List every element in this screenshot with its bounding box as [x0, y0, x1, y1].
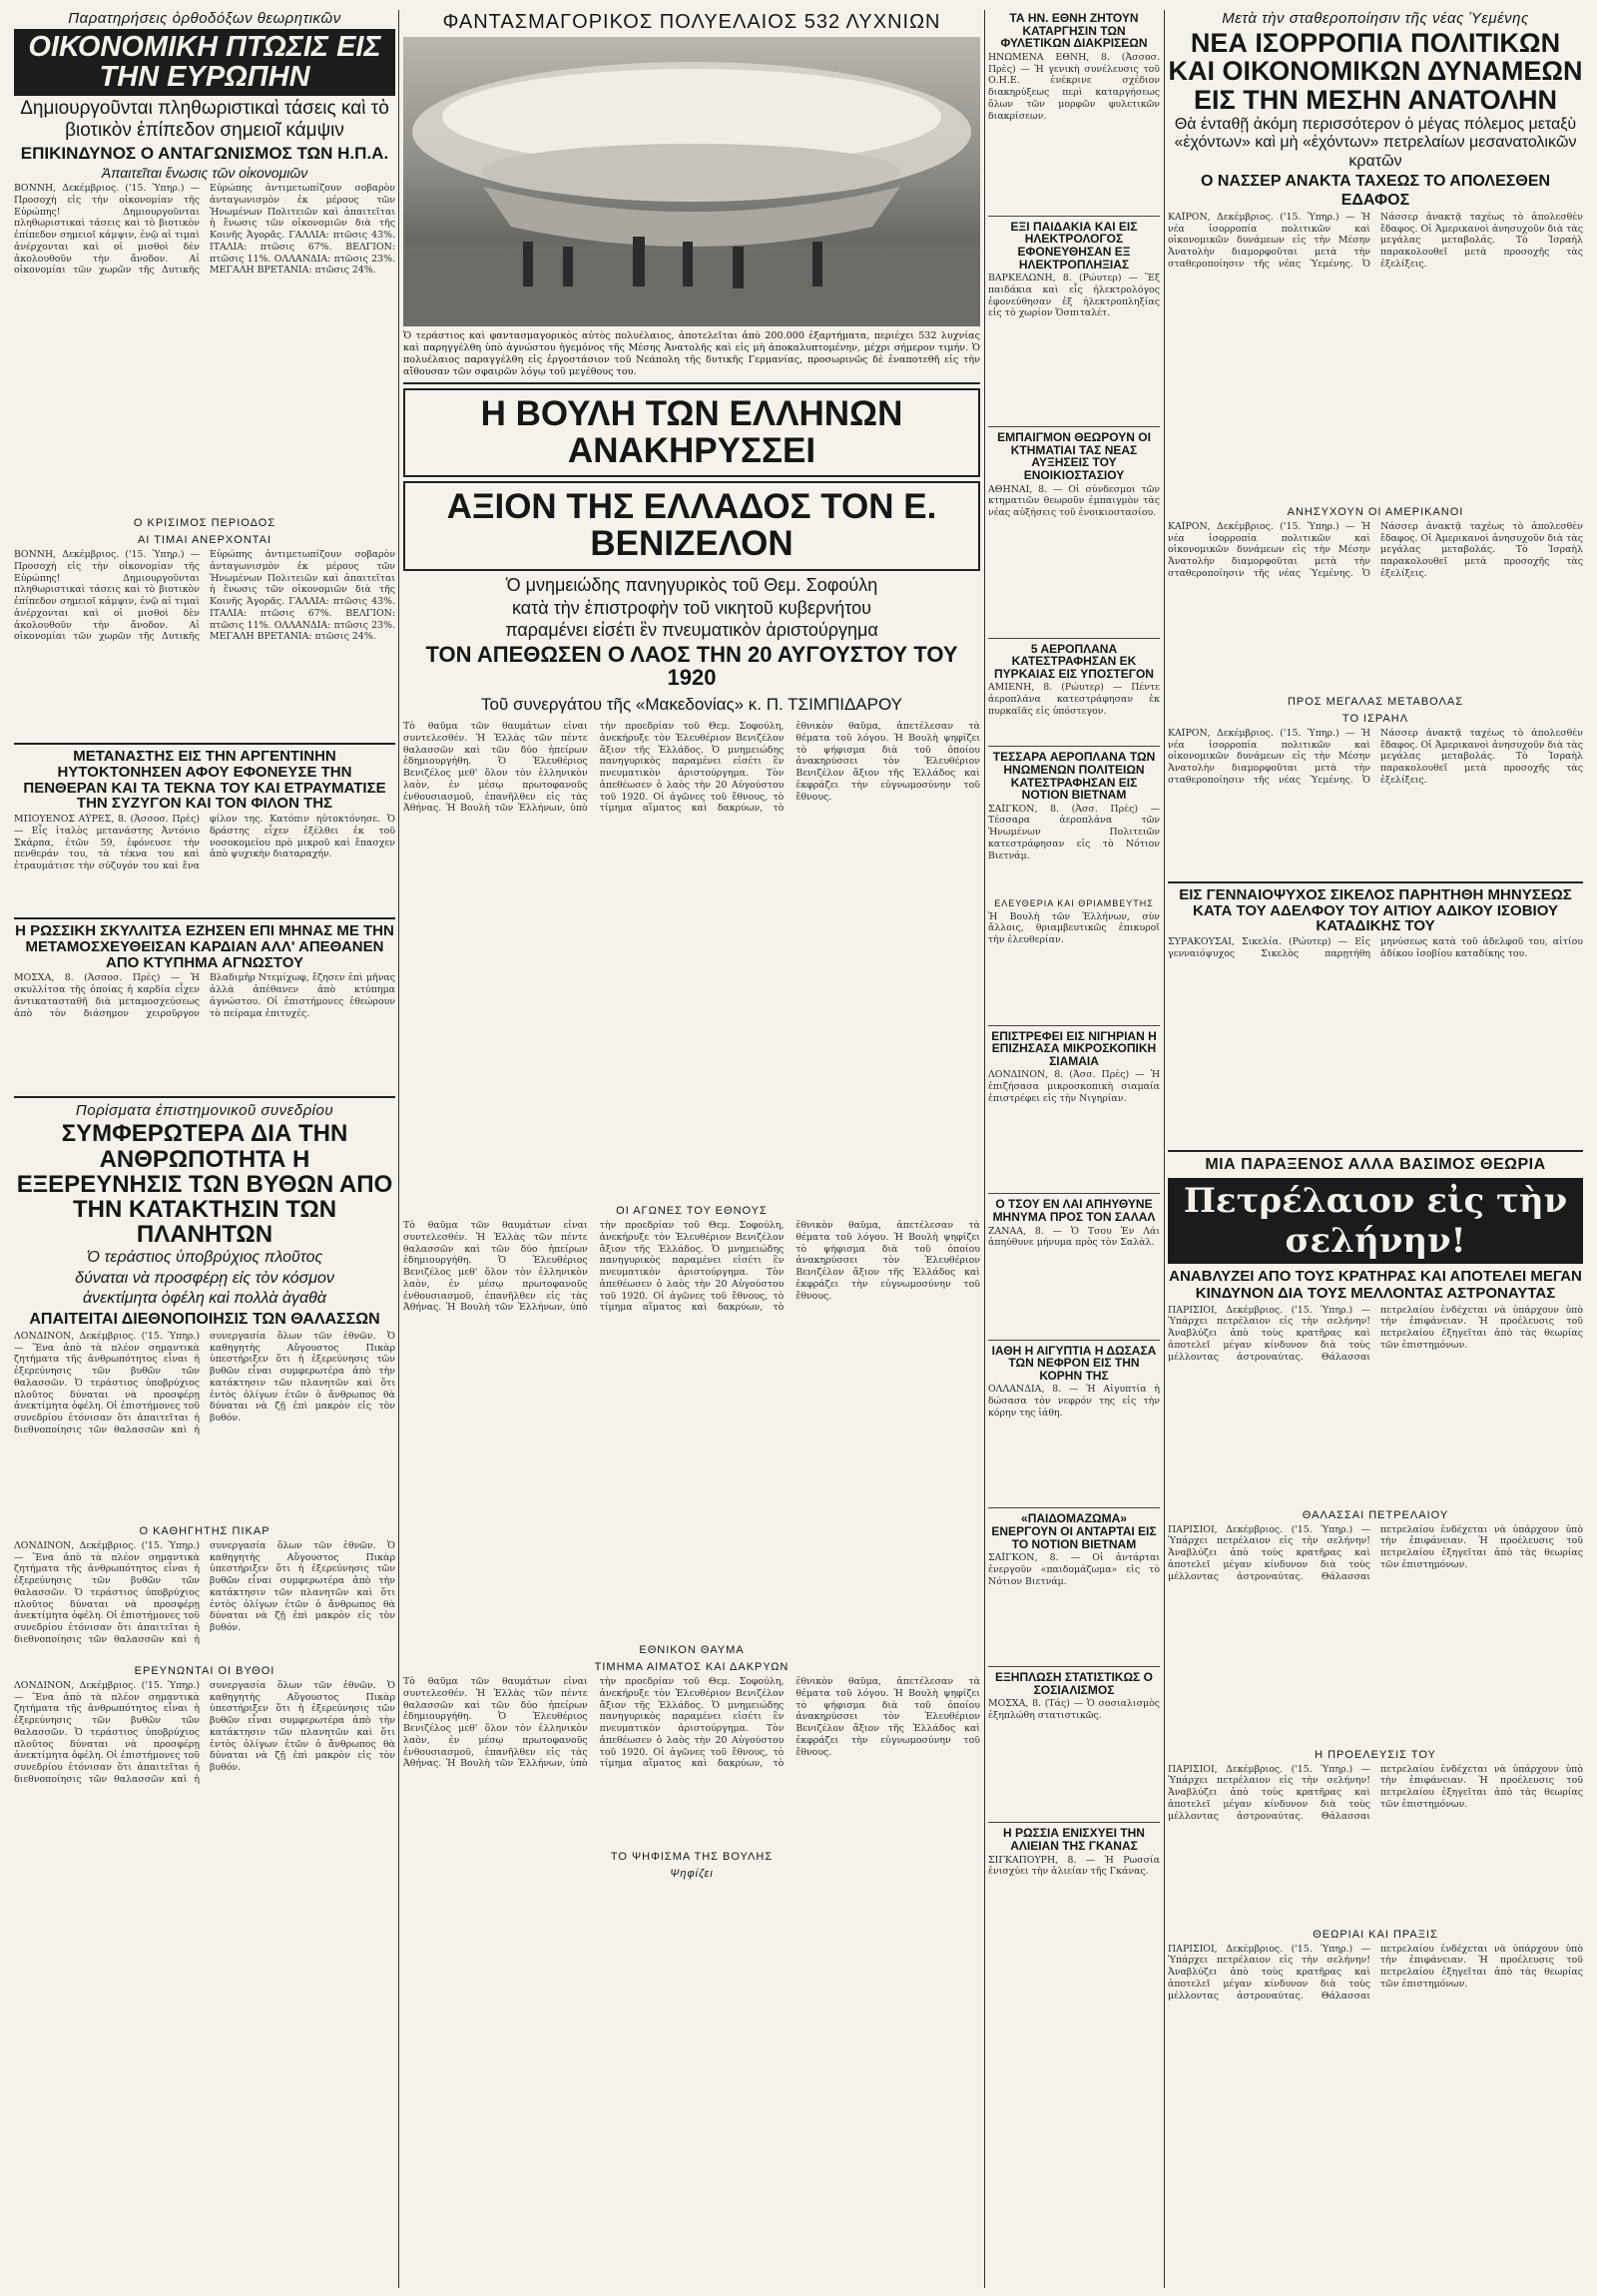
divider: [988, 216, 1160, 217]
divider: [988, 1507, 1160, 1508]
subheading: ΕΘΝΙΚΟΝ ΘΑΥΜΑ: [639, 1644, 745, 1657]
brief-body: ΜΟΣΧΑ, 8. (Τάς) — Ὁ σοσιαλισμὸς ἐξηπλώθη στατιστικῶς.: [988, 1698, 1160, 1722]
headline-economy: ΟΙΚΟΝΟΜΙΚΗ ΠΤΩΣΙΣ ΕΙΣ ΤΗΝ ΕΥΡΩΠΗΝ: [14, 29, 395, 96]
headline-sicily: ΕΙΣ ΓΕΝΝΑΙΟΨΥΧΟΣ ΣΙΚΕΛΟΣ ΠΑΡΗΤΗΘΗ ΜΗΝΥΣΕΩΣ ΚΑΤΑ ΤΟΥ ΑΔΕΛΦΟΥ ΤΟΥ ΑΙΤΙΟΥ ΑΔΙΚΟΥ ΙΣΟΒΙΟΥ ΚΑΤΑΔΙΚΗΣ ΤΟΥ: [1179, 885, 1572, 935]
article-body: ΒΟΝΝΗ, Δεκέμβριος. ('15. Ὑπηρ.) — Προσοχὴ εἰς τὴν οἰκονομίαν τῆς Εὐρώπης! Δημιουργοῦνται πληθωριστικαὶ τάσεις καὶ τὸ βιοτικὸν ἐπίπεδον σημειοῖ κάμψιν, ἐνῷ αἱ τιμαὶ ἀνέρχονται καὶ οἱ μισθοὶ δὲν ἀκολουθοῦν τὴν ἄνοδον. Αἱ οἰκονομίαι τῶν χωρῶν τῆς Δυτικῆς Εὐρώπης ἀντιμετωπίζουν σοβαρὸν ἀνταγωνισμὸν ἐκ μέρους τῶν Ἡνωμένων Πολιτειῶν καὶ ἀπαιτεῖται ἡ ἕνωσις τῶν οἰκονομιῶν διὰ τῆς Κοινῆς Ἀγορᾶς. ΓΑΛΛΙΑ: πτῶσις 43%. ΙΤΑΛΙΑ: πτῶσις 67%. ΒΕΛΓΙΟΝ: πτῶσις 11%. ΟΛΛΑΝΔΙΑ: πτῶσις 23%. ΜΕΓΑΛΗ ΒΡΕΤΑΝΙΑ: πτῶσις 24%.: [14, 549, 395, 643]
brief-headline: ΕΜΠΑΙΓΜΟΝ ΘΕΩΡΟΥΝ ΟΙ ΚΤΗΜΑΤΙΑΙ ΤΑΣ ΝΕΑΣ ΑΥΞΗΣΕΙΣ ΤΟΥ ΕΝΟΙΚΙΟΣΤΑΣΙΟΥ: [997, 430, 1151, 482]
chandelier-illustration: [403, 37, 980, 326]
article-body: ΛΟΝΔΙΝΟΝ, Δεκέμβριος. ('15. Ὑπηρ.) — Ἕνα ἀπὸ τὰ πλέον σημαντικὰ ζητήματα τῆς ἀνθρωπότητος εἶναι ἡ ἐξερεύνησις τῶν βυθῶν τῶν θαλασσῶν. Ὁ τεράστιος ὑποβρύχιος πλοῦτος δύναται νὰ προσφέρῃ ἀνεκτίμητα ὀφέλη. Οἱ ἐπιστήμονες τοῦ συνεδρίου ἐτόνισαν ὅτι ἀπαιτεῖται ἡ διεθνοποίησις τῶν θαλασσῶν καὶ ἡ συνεργασία ὅλων τῶν ἐθνῶν. Ὁ καθηγητὴς Αὔγουστος Πικὰρ ὑπεστήριξεν ὅτι ἡ ἐξερεύνησις τῶν βυθῶν εἶναι συμφερωτέρα ἀπὸ τὴν κατάκτησιν τῶν πλανητῶν καὶ ὅτι ἐντὸς ὀλίγων ἐτῶν ὁ ἄνθρωπος θὰ δύναται νὰ ζῇ ἐπὶ μακρὸν εἰς τὸν βυθόν.: [14, 1679, 395, 1785]
subheading: ΤΟ ΙΣΡΑΗΛ: [1341, 712, 1409, 725]
brief-body: Ἡ Βουλὴ τῶν Ἑλλήνων, σὺν ἄλλοις, θριαμβευτικῶς ἐπικυροῖ τὴν ἐλευθερίαν.: [988, 910, 1160, 946]
brief-body: ΗΝΩΜΕΝΑ ΕΘΝΗ, 8. (Ἀσσοσ. Πρὲς) — Ἡ γενικὴ συνέλευσις τοῦ Ο.Η.Ε. ἐνέκρινε σχέδιον διακηρύξεως περὶ καταργήσεως ὅλων τῶν μορφῶν φυλετικῶν διακρίσεων.: [988, 51, 1160, 122]
divider: [988, 638, 1160, 639]
article-body: ΠΑΡΙΣΙΟΙ, Δεκέμβριος. ('15. Ὑπηρ.) — Ὑπάρχει πετρέλαιον εἰς τὴν σελήνην! Ἀναβλύζει ἀπὸ τοὺς κρατῆρας καὶ ἀποτελεῖ μέγαν κίνδυνον διὰ τοὺς μέλλοντας ἀστροναύτας. Θάλασσαι πετρελαίου ἐνδέχεται νὰ ὑπάρχουν ὑπὸ τὴν ἐπιφάνειαν. Ἡ προέλευσις τοῦ πετρελαίου ἐξηγεῖται ἀπὸ τὰς θεωρίας τῶν ἐπιστημόνων.: [1168, 1763, 1583, 1822]
deck: Ὁ μνημειώδης πανηγυρικὸς τοῦ Θεμ. Σοφούλη: [505, 574, 878, 595]
divider: [14, 1096, 395, 1098]
article-body: Τὸ θαῦμα τῶν θαυμάτων εἶναι συντελεσθέν. Ἡ Ἑλλὰς τῶν πέντε θαλασσῶν καὶ τῶν δύο ἠπείρων ἐδημιουργήθη. Ὁ Ἐλευθέριος Βενιζέλος μεθ' ὅλον τὸν ἑλληνικὸν λαὸν, ἐν μέσῳ πρωτοφανοῦς ἐνθουσιασμοῦ, ἐπανῆλθεν εἰς τὰς Ἀθήνας. Ἡ Βουλὴ τῶν Ἑλλήνων, ὑπὸ τὴν προεδρίαν τοῦ Θεμ. Σοφούλη, ἀνεκήρυξε τὸν Ἐλευθέριον Βενιζέλον ἄξιον τῆς Ἑλλάδος. Ὁ μνημειώδης πανηγυρικὸς παραμένει εἰσέτι ἓν πνευματικὸν ἀριστούργημα. Τὸν ἀπεθέωσεν ὁ λαὸς τὴν 20 Αὐγούστου τοῦ 1920. Οἱ ἀγῶνες τοῦ ἔθνους, τὸ τίμημα αἵματος καὶ δακρύων, τὸ ἐθνικὸν θαῦμα, ἀπετέλεσαν τὰ θέματα τοῦ λόγου. Ἡ Βουλὴ ψηφίζει τὸ ψήφισμα διὰ τοῦ ὁποίου ἀνακηρύσσει τὸν Ἐλευθέριον Βενιζέλον ἄξιον τῆς Ἑλλάδος καὶ ἐκφράζει τὴν εὐγνωμοσύνην τοῦ ἔθνους.: [403, 1676, 980, 1770]
deck: ΕΠΙΚΙΝΔΥΝΟΣ Ο ΑΝΤΑΓΩΝΙΣΜΟΣ ΤΩΝ Η.Π.Α.: [20, 143, 389, 163]
main-headline-box: [403, 388, 980, 478]
brief-headline: Η ΡΩΣΣΙΑ ΕΝΙΣΧΥΕΙ ΤΗΝ ΑΛΙΕΙΑΝ ΤΗΣ ΓΚΑΝΑΣ: [1003, 1826, 1145, 1853]
subheading: ΑΝΗΣΥΧΟΥΝ ΟΙ ΑΜΕΡΙΚΑΝΟΙ: [1287, 505, 1464, 518]
divider: [988, 746, 1160, 747]
divider: [1168, 881, 1583, 883]
article-body: Τὸ θαῦμα τῶν θαυμάτων εἶναι συντελεσθέν. Ἡ Ἑλλὰς τῶν πέντε θαλασσῶν καὶ τῶν δύο ἠπείρων ἐδημιουργήθη. Ὁ Ἐλευθέριος Βενιζέλος μεθ' ὅλον τὸν ἑλληνικὸν λαὸν, ἐν μέσῳ πρωτοφανοῦς ἐνθουσιασμοῦ, ἐπανῆλθεν εἰς τὰς Ἀθήνας. Ἡ Βουλὴ τῶν Ἑλλήνων, ὑπὸ τὴν προεδρίαν τοῦ Θεμ. Σοφούλη, ἀνεκήρυξε τὸν Ἐλευθέριον Βενιζέλον ἄξιον τῆς Ἑλλάδος. Ὁ μνημειώδης πανηγυρικὸς παραμένει εἰσέτι ἓν πνευματικὸν ἀριστούργημα. Τὸν ἀπεθέωσεν ὁ λαὸς τὴν 20 Αὐγούστου τοῦ 1920. Οἱ ἀγῶνες τοῦ ἔθνους, τὸ τίμημα αἵματος καὶ δακρύων, τὸ ἐθνικὸν θαῦμα, ἀπετέλεσαν τὰ θέματα τοῦ λόγου. Ἡ Βουλὴ ψηφίζει τὸ ψήφισμα διὰ τοῦ ὁποίου ἀνακηρύσσει τὸν Ἐλευθέριον Βενιζέλον ἄξιον τῆς Ἑλλάδος καὶ ἐκφράζει τὴν εὐγνωμοσύνην τοῦ ἔθνους.: [403, 1220, 980, 1314]
column-middle-east: [1168, 10, 1583, 2288]
subheading: Ψηφίζει: [670, 1868, 714, 1881]
brief-body: ΣΑΪΓΚΟΝ, 8. (Ἀσσ. Πρὲς) — Τέσσαρα ἀεροπλάνα τῶν Ἡνωμένων Πολιτειῶν κατεστράφησαν εἰς τὸ Νότιον Βιετνάμ.: [988, 803, 1160, 861]
article-body: ΒΟΝΝΗ, Δεκέμβριος. ('15. Ὑπηρ.) — Προσοχὴ εἰς τὴν οἰκονομίαν τῆς Εὐρώπης! Δημιουργοῦνται πληθωριστικαὶ τάσεις καὶ τὸ βιοτικὸν ἐπίπεδον σημειοῖ κάμψιν, ἐνῷ αἱ τιμαὶ ἀνέρχονται καὶ οἱ μισθοὶ δὲν ἀκολουθοῦν τὴν ἄνοδον. Αἱ οἰκονομίαι τῶν χωρῶν τῆς Δυτικῆς Εὐρώπης ἀντιμετωπίζουν σοβαρὸν ἀνταγωνισμὸν ἐκ μέρους τῶν Ἡνωμένων Πολιτειῶν καὶ ἀπαιτεῖται ἡ ἕνωσις τῶν οἰκονομιῶν διὰ τῆς Κοινῆς Ἀγορᾶς. ΓΑΛΛΙΑ: πτῶσις 43%. ΙΤΑΛΙΑ: πτῶσις 67%. ΒΕΛΓΙΟΝ: πτῶσις 11%. ΟΛΛΑΝΔΙΑ: πτῶσις 23%. ΜΕΓΑΛΗ ΒΡΕΤΑΝΙΑ: πτῶσις 24%.: [14, 183, 395, 277]
deck: Ο ΝΑΣΣΕΡ ΑΝΑΚΤΑ ΤΑΧΕΩΣ ΤΟ ΑΠΟΛΕΣΘΕΝ ΕΔΑΦΟΣ: [1200, 173, 1551, 209]
subheading: Η ΠΡΟΕΛΕΥΣΙΣ ΤΟΥ: [1315, 1748, 1436, 1761]
divider: [988, 1193, 1160, 1194]
article-body: ΠΑΡΙΣΙΟΙ, Δεκέμβριος. ('15. Ὑπηρ.) — Ὑπάρχει πετρέλαιον εἰς τὴν σελήνην! Ἀναβλύζει ἀπὸ τοὺς κρατῆρας καὶ ἀποτελεῖ μέγαν κίνδυνον διὰ τοὺς μέλλοντας ἀστροναύτας. Θάλασσαι πετρελαίου ἐνδέχεται νὰ ὑπάρχουν ὑπὸ τὴν ἐπιφάνειαν. Ἡ προέλευσις τοῦ πετρελαίου ἐξηγεῖται ἀπὸ τὰς θεωρίας τῶν ἐπιστημόνων.: [1168, 1523, 1583, 1582]
article-body: Τὸ θαῦμα τῶν θαυμάτων εἶναι συντελεσθέν. Ἡ Ἑλλὰς τῶν πέντε θαλασσῶν καὶ τῶν δύο ἠπείρων ἐδημιουργήθη. Ὁ Ἐλευθέριος Βενιζέλος μεθ' ὅλον τὸν ἑλληνικὸν λαὸν, ἐν μέσῳ πρωτοφανοῦς ἐνθουσιασμοῦ, ἐπανῆλθεν εἰς τὰς Ἀθήνας. Ἡ Βουλὴ τῶν Ἑλλήνων, ὑπὸ τὴν προεδρίαν τοῦ Θεμ. Σοφούλη, ἀνεκήρυξε τὸν Ἐλευθέριον Βενιζέλον ἄξιον τῆς Ἑλλάδος. Ὁ μνημειώδης πανηγυρικὸς παραμένει εἰσέτι ἓν πνευματικὸν ἀριστούργημα. Τὸν ἀπεθέωσεν ὁ λαὸς τὴν 20 Αὐγούστου τοῦ 1920. Οἱ ἀγῶνες τοῦ ἔθνους, τὸ τίμημα αἵματος καὶ δακρύων, τὸ ἐθνικὸν θαῦμα, ἀπετέλεσαν τὰ θέματα τοῦ λόγου. Ἡ Βουλὴ ψηφίζει τὸ ψήφισμα διὰ τοῦ ὁποίου ἀνακηρύσσει τὸν Ἐλευθέριον Βενιζέλον ἄξιον τῆς Ἑλλάδος καὶ ἐκφράζει τὴν εὐγνωμοσύνην τοῦ ἔθνους.: [403, 721, 980, 815]
brief-headline: 5 ΑΕΡΟΠΛΑΝΑ ΚΑΤΕΣΤΡΑΦΗΣΑΝ ΕΚ ΠΥΡΚΑΙΑΣ ΕΙΣ ΥΠΟΣΤΕΓΟΝ: [994, 641, 1154, 681]
byline: Τοῦ συνεργάτου τῆς «Μακεδονίας» κ. Π. ΤΣΙΜΠΙΔΑΡΟΥ: [481, 695, 902, 715]
article-body: ΜΠΟΥΕΝΟΣ ΑΫΡΕΣ, 8. (Ἀσσοσ. Πρὲς) — Εἷς ἰταλὸς μετανάστης Ἀντόνιο Σκάρπα, ἐτῶν 59, ἐφόνευσε τὴν πενθεράν του, τὰ τέκνα του καὶ ἐτραυμάτισε τὴν σύζυγόν του καὶ ἕνα φίλον της. Κατόπιν ηὐτοκτόνησε. Ὁ δράστης εἶχεν ἐξέλθει ἐκ τοῦ νοσοκομείου πρὸ μικροῦ καὶ ἔπασχεν ἀπὸ ψυχικὴν διαταραχήν.: [14, 814, 395, 872]
brief-body: ΖΑΝΑΑ, 8. — Ὁ Τσου Ἐν Λάι ἀπηύθυνε μήνυμα πρὸς τὸν Σαλὰλ.: [988, 1225, 1160, 1249]
article-body: ΠΑΡΙΣΙΟΙ, Δεκέμβριος. ('15. Ὑπηρ.) — Ὑπάρχει πετρέλαιον εἰς τὴν σελήνην! Ἀναβλύζει ἀπὸ τοὺς κρατῆρας καὶ ἀποτελεῖ μέγαν κίνδυνον διὰ τοὺς μέλλοντας ἀστροναύτας. Θάλασσαι πετρελαίου ἐνδέχεται νὰ ὑπάρχουν ὑπὸ τὴν ἐπιφάνειαν. Ἡ προέλευσις τοῦ πετρελαίου ἐξηγεῖται ἀπὸ τὰς θεωρίας τῶν ἐπιστημόνων.: [1168, 1943, 1583, 2002]
brief-body: ΣΑΪΓΚΟΝ, 8. — Οἱ ἀντάρται ἐνεργοῦν «παιδομάζωμα» εἰς τὸ Νότιον Βιετνάμ.: [988, 1552, 1160, 1587]
divider: [988, 426, 1160, 427]
divider: [1168, 1150, 1583, 1152]
deck: ΑΝΑΒΛΥΖΕΙ ΑΠΟ ΤΟΥΣ ΚΡΑΤΗΡΑΣ ΚΑΙ ΑΠΟΤΕΛΕΙ ΜΕΓΑΝ ΚΙΝΔΥΝΟΝ ΔΙΑ ΤΟΥΣ ΜΕΛΛΟΝΤΑΣ ΑΣΤΡΟΝΑΥΤΑΣ: [1169, 1268, 1582, 1303]
divider: [988, 1822, 1160, 1823]
kicker: Μετὰ τὴν σταθεροποίησιν τῆς νέας Ὑεμένης: [1222, 10, 1529, 27]
subheading: ΕΡΕΥΝΩΝΤΑΙ ΟΙ ΒΥΘΟΙ: [134, 1664, 275, 1677]
subheading: ΑΙ ΤΙΜΑΙ ΑΝΕΡΧΟΝΤΑΙ: [137, 534, 272, 547]
article-body: ΚΑΪΡΟΝ, Δεκέμβριος. ('15. Ὑπηρ.) — Ἡ νέα ἰσορροπία πολιτικῶν καὶ οἰκονομικῶν δυνάμεων εἰς τὴν Μέσην Ἀνατολὴν διαμορφοῦται μετὰ τὴν σταθεροποίησιν τῆς νέας Ὑεμένης. Ὁ Νάσσερ ἀνακτᾷ ταχέως τὸ ἀπολεσθὲν ἔδαφος. Οἱ Ἀμερικανοὶ ἀνησυχοῦν διὰ τὰς μεγάλας μεταβολάς. Τὸ Ἰσραὴλ παρακολουθεῖ μετὰ προσοχῆς τὰς ἐξελίξεις.: [1168, 211, 1583, 270]
divider: [14, 917, 395, 919]
brief-body: ΒΑΡΚΕΛΩΝΗ, 8. (Ρώυτερ) — Ἕξ παιδάκια καὶ εἷς ἠλεκτρολόγος ἐφονεύθησαν ἐξ ἠλεκτροπληξίας εἰς τὸ χωρίον Ὁσπιταλέτ.: [988, 273, 1160, 319]
subheading: ΕΛΕΥΘΕΡΙΑ ΚΑΙ ΘΡΙΑΜΒΕΥΤΗΣ: [994, 897, 1154, 908]
divider: [988, 1666, 1160, 1667]
subheading: ΘΕΩΡΙΑΙ ΚΑΙ ΠΡΑΞΙΣ: [1313, 1928, 1438, 1941]
brief-headline: ΕΞΙ ΠΑΙΔΑΚΙΑ ΚΑΙ ΕΙΣ ΗΛΕΚΤΡΟΛΟΓΟΣ ΕΦΟΝΕΥΘΗΣΑΝ ΕΞ ΗΛΕΚΤΡΟΠΛΗΞΙΑΣ: [1010, 219, 1138, 272]
headline-middle-east: ΝΕΑ ΙΣΟΡΡΟΠΙΑ ΠΟΛΙΤΙΚΩΝ ΚΑΙ ΟΙΚΟΝΟΜΙΚΩΝ ΔΥΝΑΜΕΩΝ ΕΙΣ ΤΗΝ ΜΕΣΗΝ ΑΝΑΤΟΛΗΝ: [1168, 28, 1583, 115]
subheading: ΟΙ ΑΓΩΝΕΣ ΤΟΥ ΕΘΝΟΥΣ: [616, 1205, 768, 1218]
deck: παραμένει εἰσέτι ἓν πνευματικὸν ἀριστούργημα: [505, 620, 878, 641]
brief-headline: «ΠΑΙΔΟΜΑΖΩΜΑ» ΕΝΕΡΓΟΥΝ ΟΙ ΑΝΤΑΡΤΑΙ ΕΙΣ ΤΟ ΝΟΤΙΟΝ ΒΙΕΤΝΑΜ: [991, 1511, 1157, 1551]
subheading: ΤΙΜΗΜΑ ΑΙΜΑΤΟΣ ΚΑΙ ΔΑΚΡΥΩΝ: [594, 1661, 790, 1674]
main-headline-box: [403, 481, 980, 571]
subheading: Ο ΚΡΙΣΙΜΟΣ ΠΕΡΙΟΔΟΣ: [133, 517, 276, 530]
brief-headline: Ο ΤΣΟΥ ΕΝ ΛΑΙ ΑΠΗΥΘΥΝΕ ΜΗΝΥΜΑ ΠΡΟΣ ΤΟΝ ΣΑΛΑΛ: [992, 1197, 1156, 1225]
main-headline: ΑΞΙΟΝ ΤΗΣ ΕΛΛΑΔΟΣ ΤΟΝ Ε. ΒΕΝΙΖΕΛΟΝ: [446, 487, 937, 564]
deck: Ἀπαιτεῖται ἕνωσις τῶν οἰκονομιῶν: [101, 165, 308, 182]
main-headline: Η ΒΟΥΛΗ ΤΩΝ ΕΛΛΗΝΩΝ ΑΝΑΚΗΡΥΣΣΕΙ: [480, 393, 903, 470]
divider: [403, 382, 980, 384]
column-briefs: [988, 10, 1160, 2288]
divider: [988, 1025, 1160, 1026]
brief-body: ΑΘΗΝΑΙ, 8. — Οἱ σύνδεσμοι τῶν κτηματιῶν θεωροῦν ἐμπαιγμὸν τὰς νέας αὐξήσεις τοῦ ἐνοικιοστασίου.: [988, 483, 1160, 519]
brief-headline: ΤΑ ΗΝ. ΕΘΝΗ ΖΗΤΟΥΝ ΚΑΤΑΡΓΗΣΙΝ ΤΩΝ ΦΥΛΕΤΙΚΩΝ ΔΙΑΚΡΙΣΕΩΝ: [1000, 11, 1148, 51]
column-rule: [984, 10, 985, 2288]
deck: ΑΠΑΙΤΕΙΤΑΙ ΔΙΕΘΝΟΠΟΙΗΣΙΣ ΤΩΝ ΘΑΛΑΣΣΩΝ: [29, 1310, 380, 1328]
deck: κατὰ τὴν ἐπιστροφὴν τοῦ νικητοῦ κυβερνήτου: [511, 597, 872, 618]
brief-body: ΟΛΛΑΝΔΙΑ, 8. — Ἡ Αἰγυπτία ἡ δώσασα τὸν νεφρόν της εἰς τὴν κόρην της ἰάθη.: [988, 1384, 1160, 1419]
chandelier-photo: [403, 37, 980, 326]
brief-body: ΑΜΙΕΝΗ, 8. (Ρώυτερ) — Πέντε ἀεροπλάνα κατεστράφησαν ἐκ πυρκαϊᾶς εἰς ὑπόστεγον.: [988, 682, 1160, 717]
subheading: ΠΡΟΣ ΜΕΓΑΛΑΣ ΜΕΤΑΒΟΛΑΣ: [1287, 695, 1464, 708]
photo-headline: ΦΑΝΤΑΣΜΑΓΟΡΙΚΟΣ ΠΟΛΥΕΛΑΙΟΣ 532 ΛΥΧΝΙΩΝ: [442, 11, 941, 33]
column-venizelos: [403, 10, 980, 2288]
article-body: ΚΑΪΡΟΝ, Δεκέμβριος. ('15. Ὑπηρ.) — Ἡ νέα ἰσορροπία πολιτικῶν καὶ οἰκονομικῶν δυνάμεων εἰς τὴν Μέσην Ἀνατολὴν διαμορφοῦται μετὰ τὴν σταθεροποίησιν τῆς νέας Ὑεμένης. Ὁ Νάσσερ ἀνακτᾷ ταχέως τὸ ἀπολεσθὲν ἔδαφος. Οἱ Ἀμερικανοὶ ἀνησυχοῦν διὰ τὰς μεγάλας μεταβολάς. Τὸ Ἰσραὴλ παρακολουθεῖ μετὰ προσοχῆς τὰς ἐξελίξεις.: [1168, 520, 1583, 579]
subheading: ΘΑΛΑΣΣΑΙ ΠΕΤΡΕΛΑΙΟΥ: [1302, 1508, 1449, 1521]
article-body: ΜΟΣΧΑ, 8. (Ἀσσοσ. Πρὲς) — Ἡ σκυλλίτσα τῆς ὁποίας ἡ καρδία εἶχεν ἀντικατασταθῆ διὰ μεταμοσχεύσεως ἀπὸ τὸν διάσημον χειροῦργον Βλαδιμὴρ Ντεμίχωφ, ἔζησεν ἐπὶ μῆνας ἀλλὰ ἀπέθανεν ἀπὸ κτύπημα ἀγνώστου. Οἱ ἐπιστήμονες ἐθεώρουν τὸ πείραμα ἐπιτυχές.: [14, 972, 395, 1019]
subheading: ΤΟ ΨΗΦΙΣΜΑ ΤΗΣ ΒΟΥΛΗΣ: [610, 1851, 774, 1864]
deck: Ὁ τεράστιος ὑποβρύχιος πλοῦτος: [86, 1249, 323, 1267]
kicker: Πορίσματα ἐπιστημονικοῦ συνεδρίου: [75, 1102, 334, 1120]
column-rule: [1164, 10, 1165, 2288]
article-body: ΛΟΝΔΙΝΟΝ, Δεκέμβριος. ('15. Ὑπηρ.) — Ἕνα ἀπὸ τὰ πλέον σημαντικὰ ζητήματα τῆς ἀνθρωπότητος εἶναι ἡ ἐξερεύνησις τῶν βυθῶν τῶν θαλασσῶν. Ὁ τεράστιος ὑποβρύχιος πλοῦτος δύναται νὰ προσφέρῃ ἀνεκτίμητα ὀφέλη. Οἱ ἐπιστήμονες τοῦ συνεδρίου ἐτόνισαν ὅτι ἀπαιτεῖται ἡ διεθνοποίησις τῶν θαλασσῶν καὶ ἡ συνεργασία ὅλων τῶν ἐθνῶν. Ὁ καθηγητὴς Αὔγουστος Πικὰρ ὑπεστήριξεν ὅτι ἡ ἐξερεύνησις τῶν βυθῶν εἶναι συμφερωτέρα ἀπὸ τὴν κατάκτησιν τῶν πλανητῶν καὶ ὅτι ἐντὸς ὀλίγων ἐτῶν ὁ ἄνθρωπος θὰ δύναται νὰ ζῇ ἐπὶ μακρὸν εἰς τὸν βυθόν.: [14, 1330, 395, 1435]
divider: [14, 743, 395, 745]
deck: ΤΟΝ ΑΠΕΘΩΣΕΝ Ο ΛΑΟΣ ΤΗΝ 20 ΑΥΓΟΥΣΤΟΥ ΤΟΥ 1920: [425, 642, 958, 691]
brief-headline: ΤΕΣΣΑΡΑ ΑΕΡΟΠΛΑΝΑ ΤΩΝ ΗΝΩΜΕΝΩΝ ΠΟΛΙΤΕΙΩΝ ΚΑΤΕΣΤΡΑΦΗΣΑΝ ΕΙΣ ΝΟΤΙΟΝ ΒΙΕΤΝΑΜ: [992, 750, 1156, 803]
kicker: Παρατηρήσεις ὀρθοδόξων θεωρητικῶν: [68, 10, 341, 27]
brief-headline: ΙΑΘΗ Η ΑΙΓΥΠΤΙΑ Η ΔΩΣΑΣΑ ΤΩΝ ΝΕΦΡΟΝ ΕΙΣ ΤΗΝ ΚΟΡΗΝ ΤΗΣ: [991, 1343, 1157, 1383]
brief-headline: ΕΠΙΣΤΡΕΦΕΙ ΕΙΣ ΝΙΓΗΡΙΑΝ Η ΕΠΙΖΗΣΑΣΑ ΜΙΚΡΟΣΚΟΠΙΚΗ ΣΙΑΜΑΙΑ: [991, 1028, 1157, 1068]
article-body: ΚΑΪΡΟΝ, Δεκέμβριος. ('15. Ὑπηρ.) — Ἡ νέα ἰσορροπία πολιτικῶν καὶ οἰκονομικῶν δυνάμεων εἰς τὴν Μέσην Ἀνατολὴν διαμορφοῦται μετὰ τὴν σταθεροποίησιν τῆς νέας Ὑεμένης. Ὁ Νάσσερ ἀνακτᾷ ταχέως τὸ ἀπολεσθὲν ἔδαφος. Οἱ Ἀμερικανοὶ ἀνησυχοῦν διὰ τὰς μεγάλας μεταβολάς. Τὸ Ἰσραὴλ παρακολουθεῖ μετὰ προσοχῆς τὰς ἐξελίξεις.: [1168, 727, 1583, 786]
subheading: Ο ΚΑΘΗΓΗΤΗΣ ΠΙΚΑΡ: [139, 1524, 270, 1537]
moon-headline-wrap: [1168, 1178, 1583, 1264]
deck: Θὰ ἐνταθῇ ἀκόμη περισσότερον ὁ μέγας πόλεμος μεταξὺ «ἐχόντων» καὶ μὴ «ἐχόντων» πετρελαίων μεσανατολικῶν κρατῶν: [1174, 116, 1577, 170]
article-body: ΛΟΝΔΙΝΟΝ, Δεκέμβριος. ('15. Ὑπηρ.) — Ἕνα ἀπὸ τὰ πλέον σημαντικὰ ζητήματα τῆς ἀνθρωπότητος εἶναι ἡ ἐξερεύνησις τῶν βυθῶν τῶν θαλασσῶν. Ὁ τεράστιος ὑποβρύχιος πλοῦτος δύναται νὰ προσφέρῃ ἀνεκτίμητα ὀφέλη. Οἱ ἐπιστήμονες τοῦ συνεδρίου ἐτόνισαν ὅτι ἀπαιτεῖται ἡ διεθνοποίησις τῶν θαλασσῶν καὶ ἡ συνεργασία ὅλων τῶν ἐθνῶν. Ὁ καθηγητὴς Αὔγουστος Πικὰρ ὑπεστήριξεν ὅτι ἡ ἐξερεύνησις τῶν βυθῶν εἶναι συμφερωτέρα ἀπὸ τὴν κατάκτησιν τῶν πλανητῶν καὶ ὅτι ἐντὸς ὀλίγων ἐτῶν ὁ ἄνθρωπος θὰ δύναται νὰ ζῇ ἐπὶ μακρὸν εἰς τὸν βυθόν.: [14, 1539, 395, 1645]
deck: Δημιουργοῦνται πληθωριστικαὶ τάσεις καὶ τὸ βιοτικὸν ἐπίπεδον σημειοῖ κάμψιν: [20, 97, 389, 141]
brief-headline: ΕΞΗΠΛΩΣΗ ΣΤΑΤΙΣΤΙΚΩΣ Ο ΣΟΣΙΑΛΙΣΜΟΣ: [995, 1670, 1153, 1697]
headline-ocean: ΣΥΜΦΕΡΩΤΕΡΑ ΔΙΑ ΤΗΝ ΑΝΘΡΩΠΟΤΗΤΑ Η ΕΞΕΡΕΥΝΗΣΙΣ ΤΩΝ ΒΥΘΩΝ ΑΠΟ ΤΗΝ ΚΑΤΑΚΤΗΣΙΝ ΤΩΝ ΠΛΑΝΗΤΩΝ: [16, 1120, 393, 1249]
headline-dog: Η ΡΩΣΣΙΚΗ ΣΚΥΛΛΙΤΣΑ ΕΖΗΣΕΝ ΕΠΙ ΜΗΝΑΣ ΜΕ ΤΗΝ ΜΕΤΑΜΟΣΧΕΥΘΕΙΣΑΝ ΚΑΡΔΙΑΝ ΑΛΛ' ΑΠΕΘΑΝΕΝ ΑΠΟ ΚΤΥΠΗΜΑ ΑΓΝΩΣΤΟΥ: [15, 922, 394, 971]
article-body: ΣΥΡΑΚΟΥΣΑΙ, Σικελία. (Ρώυτερ) — Εἷς γενναιόψυχος Σικελὸς παρῃτήθη μηνύσεως κατὰ τοῦ ἀδελφοῦ του, αἰτίου ἀδίκου ἰσοβίου καταδίκης του.: [1168, 936, 1583, 959]
photo-caption: Ὁ τεράστιος καὶ φαντασμαγορικὸς αὐτὸς πολυέλαιος, ἀποτελεῖται ἀπὸ 200.000 ἐξαρτήματα, περιέχει 532 λυχνίας καὶ παρηγγέλθη ὑπὸ ἀγνώστου ἡγεμόνος τῆς Μέσης Ἀνατολῆς καὶ εἰς μὴ ἀποκαλυπτομένην, μέχρι σήμερον τιμήν. Ὁ πολυέλαιος παραγγέλθη εἰς ἐργοστάσιον τοῦ Νεάπολη τῆς δυτικῆς Γερμανίας, προσωρινῶς δὲ ἐναποτεθῆ εἰς τὴν αἴθουσαν τῶν σφαιρῶν λόγῳ τοῦ μεγέθους του.: [403, 330, 980, 377]
column-economy: [14, 10, 395, 2288]
headline-moon-oil: Πετρέλαιον εἰς τὴν σελήνην!: [1168, 1178, 1583, 1264]
divider: [988, 1340, 1160, 1341]
kicker: ΜΙΑ ΠΑΡΑΞΕΝΟΣ ΑΛΛΑ ΒΑΣΙΜΟΣ ΘΕΩΡΙΑ: [1205, 1156, 1546, 1174]
deck: ἀνεκτίμητα ὀφέλη καὶ πολλὰ ἀγαθὰ: [83, 1290, 326, 1308]
deck: δύναται νὰ προσφέρῃ εἰς τὸν κόσμον: [75, 1269, 334, 1287]
article-body: ΠΑΡΙΣΙΟΙ, Δεκέμβριος. ('15. Ὑπηρ.) — Ὑπάρχει πετρέλαιον εἰς τὴν σελήνην! Ἀναβλύζει ἀπὸ τοὺς κρατῆρας καὶ ἀποτελεῖ μέγαν κίνδυνον διὰ τοὺς μέλλοντας ἀστροναύτας. Θάλασσαι πετρελαίου ἐνδέχεται νὰ ὑπάρχουν ὑπὸ τὴν ἐπιφάνειαν. Ἡ προέλευσις τοῦ πετρελαίου ἐξηγεῖται ἀπὸ τὰς θεωρίας τῶν ἐπιστημόνων.: [1168, 1304, 1583, 1363]
column-rule: [398, 10, 399, 2288]
brief-body: ΣΙΓΚΑΠΟΥΡΗ, 8. — Ἡ Ρωσσία ἐνισχύει τὴν ἁλιείαν τῆς Γκάνας.: [988, 1854, 1160, 1878]
brief-body: ΛΟΝΔΙΝΟΝ, 8. (Ἀσσ. Πρὲς) — Ἡ ἐπιζήσασα μικροσκοπικὴ σιαμαία ἐπιστρέφει εἰς τὴν Νιγηρίαν.: [988, 1069, 1160, 1104]
headline-argentina: ΜΕΤΑΝΑΣΤΗΣ ΕΙΣ ΤΗΝ ΑΡΓΕΝΤΙΝΗΝ ΗΥΤΟΚΤΟΝΗΣΕΝ ΑΦΟΥ ΕΦΟΝΕΥΣΕ ΤΗΝ ΠΕΝΘΕΡΑΝ ΚΑΙ ΤΑ ΤΕΚΝΑ ΤΟΥ ΚΑΙ ΕΤΡΑΥΜΑΤΙΣΕ ΤΗΝ ΣΥΖΥΓΟΝ ΚΑΙ ΤΟΝ ΦΙΛΟΝ ΤΗΣ: [23, 748, 386, 813]
